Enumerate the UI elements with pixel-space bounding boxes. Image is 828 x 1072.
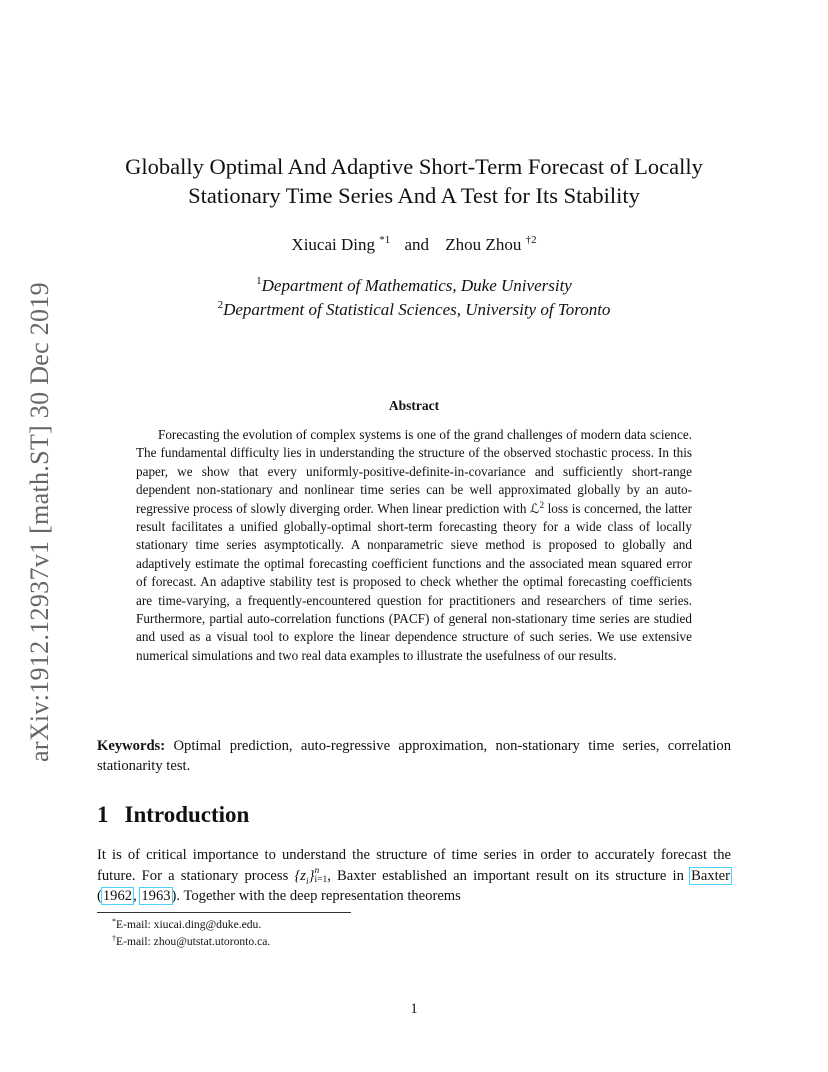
author-mark-1[interactable]: *1 xyxy=(379,234,391,246)
author-name-1: Xiucai Ding xyxy=(291,235,375,254)
affiliation-mark-1: 1 xyxy=(256,275,262,287)
process-open-brace: { xyxy=(294,867,301,884)
abstract-text xyxy=(136,426,692,665)
section-heading xyxy=(97,800,731,830)
paper-title xyxy=(100,152,728,210)
affiliation-list xyxy=(100,274,728,322)
process-notation xyxy=(294,866,328,887)
affiliation-text-1: Department of Mathematics, Duke University xyxy=(261,276,572,295)
footnotes xyxy=(112,916,712,950)
footnote-text-2: E-mail: zhou@utstat.utoronto.ca. xyxy=(116,935,271,948)
introduction-paragraph: It is of critical importance to understand the structure of time series in order to accurately forecast the future. For a stationary process $\{z_i\}$ n i=1 , Baxter established an important result on its structure in Baxter (1962, 1963). Together with the deep representation theorems xyxy=(97,847,731,904)
footnote-2 xyxy=(112,933,712,950)
affiliation-1 xyxy=(100,274,728,298)
citation-link-1962[interactable]: 1962 xyxy=(102,888,133,904)
affiliation-mark-2: 2 xyxy=(217,299,224,311)
title-line-2: Stationary Time Series And A Test for Its Stability xyxy=(188,183,640,208)
section-number: 1 xyxy=(97,802,109,827)
section-title: Introduction xyxy=(124,802,250,827)
citation-link-baxter[interactable]: Baxter xyxy=(691,867,730,884)
process-index: i xyxy=(305,876,309,887)
process-variable: z xyxy=(300,867,306,884)
title-line-1: Globally Optimal And Adaptive Short-Term Forecast of Locally xyxy=(125,154,703,179)
footnote-mark-2: † xyxy=(112,934,116,943)
author-list xyxy=(100,234,728,256)
keywords-text: Optimal prediction, auto-regressive approximation, non-stationary time series, correlation stationarity test. xyxy=(97,738,732,774)
page-number: 1 xyxy=(410,1001,418,1017)
keywords-label: Keywords: xyxy=(97,738,166,754)
author-separator: and xyxy=(404,235,430,254)
abstract-heading: Abstract xyxy=(388,398,440,413)
author-name-2: Zhou Zhou xyxy=(445,235,522,254)
affiliation-text-2: Department of Statistical Sciences, University of Toronto xyxy=(223,300,611,319)
process-upper-limit: n xyxy=(314,866,320,877)
footnote-1 xyxy=(112,916,712,933)
intro-text-part-1: It is of critical importance to understand the structure of time series in order to accurately forecast the future. For a stationary process xyxy=(97,847,731,884)
loss-power: 2 xyxy=(539,499,545,510)
keywords-paragraph xyxy=(97,736,731,776)
abstract-text-part-1: Forecasting the evolution of complex systems is one of the grand challenges of modern data science. The fundamental difficulty lies in understanding the structure of the observed stochastic process. In this paper, we show that every uniformly-positive-definite-in-covariance and sufficiently short-range dependent non-stationary and nonlinear time series can be well approximated globally by an auto-regressive process of slowly diverging order. When linear prediction with xyxy=(136,427,692,516)
intro-text-part-3: . Together with the deep representation theorems xyxy=(176,888,461,904)
intro-text-part-2: , Baxter established an important result on its structure in xyxy=(327,867,691,884)
arxiv-identifier-stamp[interactable]: arXiv:1912.12937v1 [math.ST] 30 Dec 2019 xyxy=(25,282,54,762)
abstract-text-part-2: loss is concerned, the latter result facilitates a unified globally-optimal short-term forecasting theory for a wide class of locally stationary time series asymptotically. A nonparametric sieve method is proposed to globally and adaptively estimate the optimal forecasting coefficient functions and the associated mean squared error of forecast. An adaptive stability test is proposed to check whether the optimal forecasting coefficients are time-varying, a frequently-encountered question for practitioners and researchers of time series. Furthermore, partial auto-correlation functions (PACF) of general non-stationary time series are studied and used as a visual tool to explore the linear dependence structure of such series. We use extensive numerical simulations and two real data examples to illustrate the usefulness of our results. xyxy=(136,500,692,663)
author-mark-2[interactable]: †2 xyxy=(525,234,537,246)
footnote-mark-1: * xyxy=(112,917,116,926)
footnote-text-1: E-mail: xiucai.ding@duke.edu. xyxy=(116,918,262,931)
loss-symbol: ℒ xyxy=(530,500,540,516)
process-lower-limit: i=1 xyxy=(314,875,328,886)
process-limits xyxy=(314,867,327,885)
process-close-brace: } xyxy=(308,867,315,884)
citation-link-1963[interactable]: 1963 xyxy=(141,888,171,904)
footnote-divider xyxy=(97,912,351,913)
affiliation-2 xyxy=(100,298,728,322)
